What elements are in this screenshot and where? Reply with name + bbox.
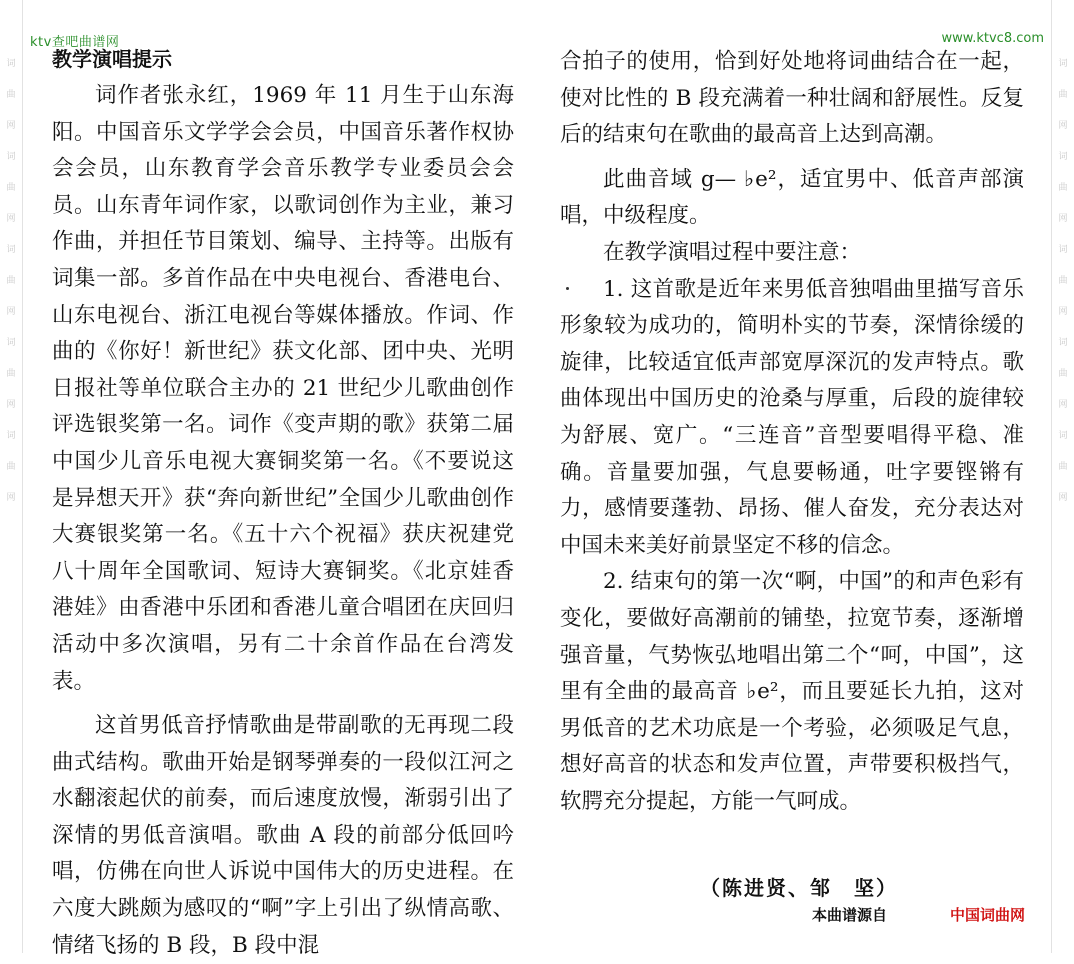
edge-watermark-glyph: 网 [6,400,16,410]
edge-watermark-glyph: 网 [1058,493,1068,503]
edge-watermark-glyph: 曲 [1058,276,1068,286]
edge-watermark-glyph: 网 [1058,121,1068,131]
edge-watermark-glyph: 网 [1058,214,1068,224]
edge-watermark-glyph: 词 [6,245,16,255]
right-watermark-strip [1054,0,1072,953]
edge-watermark-glyph: 曲 [6,183,16,193]
article-heading: 教学演唱提示 [52,47,172,71]
edge-watermark-glyph: 曲 [6,462,16,472]
author-credit: （陈进贤、邹 坚） [700,876,898,900]
edge-watermark-glyph: 网 [6,121,16,131]
song-structure-continuation: 合拍子的使用，恰到好处地将词曲结合在一起，使对比性的 B 段充满着一种壮阔和舒展性。反复后的结束句在歌曲的最高音上达到高潮。 [560,49,1024,148]
edge-watermark-glyph: 词 [1058,338,1068,348]
edge-watermark-glyph: 曲 [1058,183,1068,193]
left-watermark-strip [2,0,20,953]
teaching-notes-intro: 在教学演唱过程中要注意： [603,239,862,265]
edge-watermark-glyph: 网 [6,493,16,503]
top-right-watermark: www.ktvc8.com [941,31,1044,46]
edge-watermark-glyph: 网 [6,214,16,224]
author-bio-paragraph: 词作者张永红，1969 年 11 月生于山东海阳。中国音乐文学学会会员，中国音乐著作权协会会员，山东教育学会音乐教学专业委员会会员。山东青年词作家，以歌词创作为主业，兼习作曲，并担任节目策划、编导、主持等。出版有词集一部。多首作品在中央电视台、香港电台、山东电视台、浙江电视台等媒体播放。作词、作曲的《你好！新世纪》获文化部、团中央、光明日报社等单位联合主办的 21 世纪少儿歌曲创作评选银奖第一名。词作《变声期的歌》获第二届中国少儿音乐电视大赛铜奖第一名。《不要说这是异想天开》获“奔向新世纪”全国少儿歌曲创作大赛银奖第一名。《五十六个祝福》获庆祝建党八十周年全国歌词、短诗大赛铜奖。《北京娃香港娃》由香港中乐团和香港儿童合唱团在庆回归活动中多次演唱，另有二十余首作品在台湾发表。 [52,83,514,694]
source-site-link[interactable]: 中国词曲网 [950,906,1026,924]
edge-watermark-glyph: 网 [1058,307,1068,317]
stray-dot [566,287,569,290]
teaching-note-2: 2. 结束句的第一次“啊，中国”的和声色彩有变化，要做好高潮前的铺垫，拉宽节奏，逐渐增强音量，气势恢弘地唱出第二个“呵，中国”，这里有全曲的最高音 ♭e²，而且要延长九拍，这对男低音的艺术功底是一个考验，必须吸足气息，想好高音的状态和发声位置，声带要积极挡气，软腭充分提起，方能一气呵成。 [560,569,1024,814]
edge-watermark-glyph: 词 [6,59,16,69]
edge-watermark-glyph: 词 [1058,152,1068,162]
edge-watermark-glyph: 词 [1058,431,1068,441]
vocal-range-paragraph: 此曲音域 g— ♭e²，适宜男中、低音声部演唱，中级程度。 [560,166,1024,229]
source-label: 本曲谱源自 [812,906,888,924]
edge-watermark-glyph: 词 [1058,245,1068,255]
edge-watermark-glyph: 曲 [1058,90,1068,100]
edge-watermark-glyph: 曲 [6,369,16,379]
edge-watermark-glyph: 词 [6,431,16,441]
edge-watermark-glyph: 曲 [6,90,16,100]
left-edge-line [22,0,23,953]
edge-watermark-glyph: 曲 [6,276,16,286]
edge-watermark-glyph: 词 [6,338,16,348]
edge-watermark-glyph: 网 [1058,400,1068,410]
edge-watermark-glyph: 曲 [1058,369,1068,379]
top-left-watermark: ktv查吧曲谱网 [30,35,120,50]
edge-watermark-glyph: 网 [6,307,16,317]
right-column [560,44,1024,820]
song-structure-paragraph: 这首男低音抒情歌曲是带副歌的无再现二段曲式结构。歌曲开始是钢琴弹奏的一段似江河之水翻滚起伏的前奏，而后速度放慢，渐弱引出了深情的男低音演唱。歌曲 A 段的前部分低回吟唱，仿佛在向世人诉说中国伟大的历史进程。在六度大跳颇为感叹的“啊”字上引出了纵情高歌、情绪飞扬的 B 段，B 段中混 [52,713,514,958]
right-edge-line [1051,0,1052,953]
left-column [52,40,514,964]
teaching-note-1: 1. 这首歌是近年来男低音独唱曲里描写音乐形象较为成功的，简明朴实的节奏，深情徐缓的旋律，比较适宜低声部宽厚深沉的发声特点。歌曲体现出中国历史的沧桑与厚重，后段的旋律较为舒展、宽广。“三连音”音型要唱得平稳、准确。音量要加强，气息要畅通，吐字要铿锵有力，感情要蓬勃、昂扬、催人奋发，充分表达对中国未来美好前景坚定不移的信念。 [560,276,1024,558]
edge-watermark-glyph: 曲 [1058,462,1068,472]
edge-watermark-glyph: 词 [6,152,16,162]
edge-watermark-glyph: 词 [1058,59,1068,69]
